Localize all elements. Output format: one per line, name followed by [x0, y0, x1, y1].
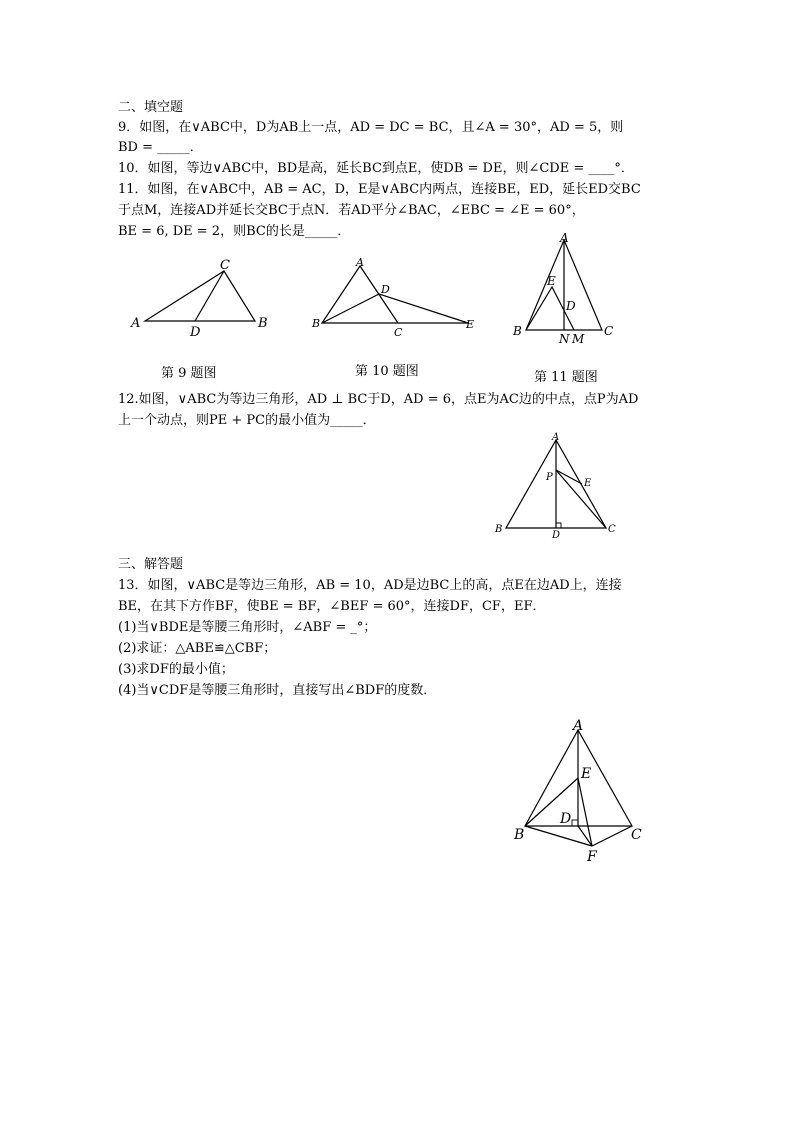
figure-13 — [505, 716, 655, 866]
q13-part3: (3)求DF的最小值； — [118, 662, 234, 677]
fig12-label-e: E — [584, 478, 592, 489]
fig13-label-e: E — [581, 766, 592, 782]
fig11-label-c: C — [604, 324, 614, 338]
fig13-label-f: F — [587, 849, 597, 865]
fig10-label-c: C — [394, 326, 403, 339]
figure-11 — [508, 230, 618, 348]
q13-line1: 13．如图，∨ABC是等边三角形，AB = 10，AD是边BC上的高，点E在边AD上，连接 — [118, 578, 622, 593]
fig10-label-e: E — [466, 318, 475, 331]
fig10-segment-de — [379, 294, 468, 323]
caption-fig9: 第 9 题图 — [161, 366, 217, 381]
fig10-label-b: B — [312, 317, 321, 330]
q11-line3: BE = 6, DE = 2，则BC的长是_____． — [118, 224, 351, 239]
q11-line1: 11．如图，在∨ABC中，AB = AC，D，E是∨ABC内两点，连接BE，ED，延长ED交BC — [118, 182, 641, 197]
fig11-label-d: D — [566, 299, 576, 313]
fig12-label-c: C — [608, 524, 616, 535]
fig13-label-d: D — [560, 811, 572, 827]
fig12-label-p: P — [546, 472, 553, 483]
caption-fig11: 第 11 题图 — [534, 370, 598, 385]
fig13-right-angle-mark — [572, 820, 578, 826]
figure-10 — [308, 252, 483, 342]
fig13-label-b: B — [514, 827, 525, 843]
fig13-segment-cf — [592, 826, 632, 846]
section-title-fill: 二、填空题 — [118, 100, 184, 115]
q13-part2: (2)求证：△ABE≌△CBF； — [118, 641, 277, 656]
q13-part1: (1)当∨BDE是等腰三角形时，∠ABF = _°； — [118, 620, 377, 635]
q12-line2: 上一个动点，则PE + PC的最小值为_____． — [118, 413, 376, 428]
fig10-label-a: A — [356, 256, 364, 269]
fig13-segment-bf — [525, 826, 592, 846]
fig13-label-a: A — [573, 718, 584, 734]
q9-line2: BD = _____． — [118, 140, 203, 155]
fig11-label-n: N — [559, 332, 570, 346]
fig9-label-c: C — [220, 258, 230, 273]
q11-line2: 于点M，连接AD并延长交BC于点N．若AD平分∠BAC，∠EBC = ∠E = 60°， — [118, 203, 585, 218]
fig11-label-e: E — [547, 274, 556, 288]
fig9-segment-dc — [195, 271, 224, 321]
q10-line1: 10．如图，等边∨ABC中，BD是高，延长BC到点E，使DB = DE，则∠CDE = ____°． — [118, 161, 634, 176]
fig12-label-a: A — [552, 432, 560, 443]
fig12-segment-pc — [556, 470, 606, 528]
fig11-label-b: B — [513, 324, 522, 338]
fig12-label-d: D — [552, 530, 561, 541]
q9-line1: 9．如图，在∨ABC中，D为AB上一点，AD = DC = BC，且∠A = 30°，AD = 5，则 — [118, 120, 624, 135]
fig11-label-a: A — [560, 231, 569, 245]
q12-line1: 12.如图，∨ABC为等边三角形，AD ⊥ BC于D，AD = 6，点E为AC边的中点，点P为AD — [118, 392, 639, 407]
fig11-label-m: M — [572, 332, 585, 346]
q13-line2: BE，在其下方作BF，使BE = BF，∠BEF = 60°，连接DF，CF，EF． — [118, 599, 546, 614]
fig9-label-b: B — [258, 316, 268, 331]
fig9-label-d: D — [190, 325, 201, 340]
fig9-label-a: A — [131, 316, 141, 331]
fig12-label-b: B — [495, 524, 503, 535]
section-title-answer: 三、解答题 — [118, 557, 184, 572]
fig12-segment-pe — [556, 470, 582, 484]
fig12-right-angle-mark — [556, 523, 561, 528]
fig13-label-c: C — [631, 827, 642, 843]
fig10-label-d: D — [381, 283, 390, 296]
figure-12 — [490, 430, 620, 542]
q13-part4: (4)当∨CDF是等腰三角形时，直接写出∠BDF的度数． — [118, 683, 437, 698]
figure-9 — [125, 255, 270, 345]
fig10-segment-bd — [322, 294, 379, 323]
caption-fig10: 第 10 题图 — [355, 364, 419, 379]
